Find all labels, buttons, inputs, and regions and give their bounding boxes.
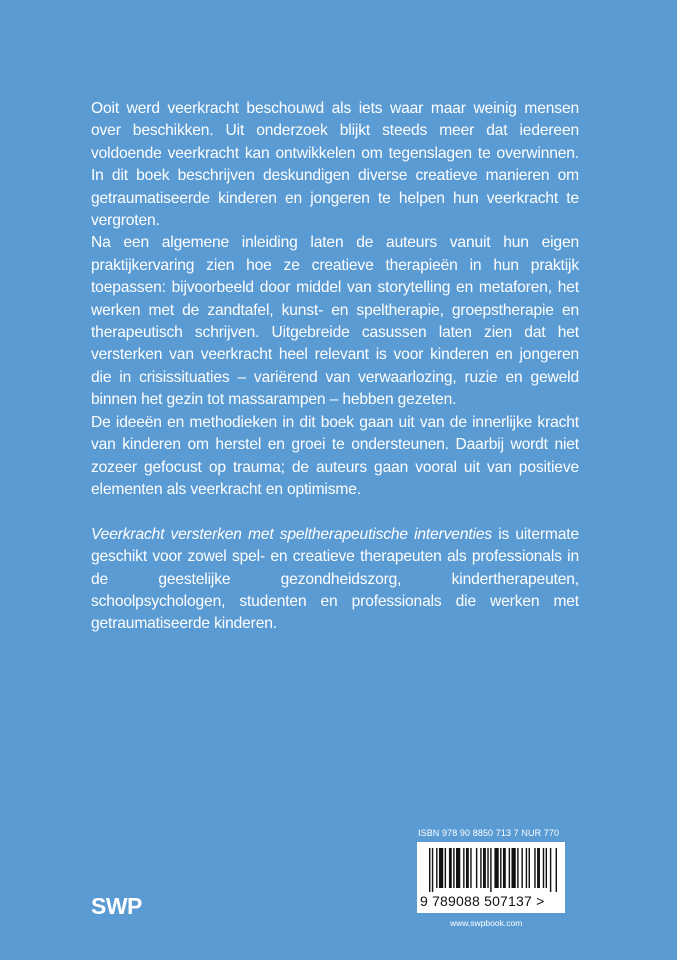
barcode-bar (534, 848, 535, 888)
barcode-bar (429, 848, 430, 892)
paragraph-2: Na een algemene inleiding laten de auteurs vanuit hun eigen praktijkervaring zien hoe ze creatieve therapieën in hun praktijk toepassen: bijvoorbeeld door middel van storytelling en metaforen, het werken met de zandtafel, kunst- en speltherapie, groepstherapie en therapeutisch schrijven. Uitgebreide casussen laten zien dat het versterken van veerkracht heel relevant is voor kinderen en jongeren die in crisissituaties – variërend van verwaarlozing, ruzie en geweld binnen het gezin tot massarampen – hebben gezeten. (91, 234, 579, 409)
barcode-bar (503, 848, 506, 888)
barcode-bar (500, 848, 501, 888)
barcode-bar (521, 848, 522, 888)
barcode-bar (509, 848, 510, 888)
barcode-bar (537, 848, 540, 888)
paragraph-4 (91, 524, 579, 636)
barcode-bar (483, 848, 486, 888)
barcode-bar (439, 848, 443, 888)
barcode-digits: 9 789088 507137 > (420, 893, 545, 909)
barcode-bar (463, 848, 464, 888)
barcode-bar (490, 848, 491, 892)
barcode-bar (556, 848, 557, 892)
book-title: Veerkracht versterken met speltherapeutische interventies (91, 525, 493, 543)
barcode-bar (529, 848, 530, 888)
barcode-bar (517, 848, 518, 888)
barcode-bar (432, 848, 433, 892)
barcode-bar (546, 848, 547, 888)
barcode (417, 842, 565, 913)
barcode-bar (466, 848, 469, 888)
barcode-bar (453, 848, 454, 888)
barcode-bar (436, 848, 437, 888)
back-cover-text (91, 98, 579, 636)
barcode-bar (526, 848, 527, 888)
barcode-bar (449, 848, 452, 888)
isbn-nur-line: ISBN 978 90 8850 713 7 NUR 770 (418, 828, 560, 838)
barcode-bar (511, 848, 515, 888)
barcode-bar (494, 848, 498, 888)
publisher-logo: SWP (91, 893, 142, 919)
barcode-bar (476, 848, 477, 888)
barcode-bar (470, 848, 471, 888)
paragraph-1: Ooit werd veerkracht beschouwd als iets waar maar weinig mensen over beschikken. Uit onderzoek blijkt steeds meer dat iedereen voldoende veerkracht kan ontwikkelen om tegenslagen te overwinnen. In dit boek beschrijven deskundigen diverse creatieve manieren om getraumatiseerde kinderen en jongeren te helpen hun veerkracht te vergroten. (91, 100, 579, 230)
website-url: www.swpbook.com (450, 918, 523, 928)
barcode-bars-icon (429, 848, 557, 892)
paragraph-3: De ideeën en methodieken in dit boek gaan uit van de innerlijke kracht van kinderen om herstel en groei te ondersteunen. Daarbij wordt niet zozeer gefocust op trauma; de auteurs gaan vooral uit van positieve elementen als veerkracht en optimisme. (91, 413, 579, 498)
paragraph-4-rest: is uitermate geschikt voor zowel spel- en creatieve therapeuten als professionals in de geestelijke gezondheidszorg, kindertherapeuten, schoolpsychologen, studenten en professionals die werken met getraumatiseerde kinderen. (91, 525, 579, 633)
barcode-bar (487, 848, 488, 888)
barcode-bar (543, 848, 544, 888)
barcode-bar (456, 848, 460, 888)
barcode-bar (445, 848, 446, 888)
barcode-bar (550, 848, 551, 892)
barcode-bar (480, 848, 481, 888)
